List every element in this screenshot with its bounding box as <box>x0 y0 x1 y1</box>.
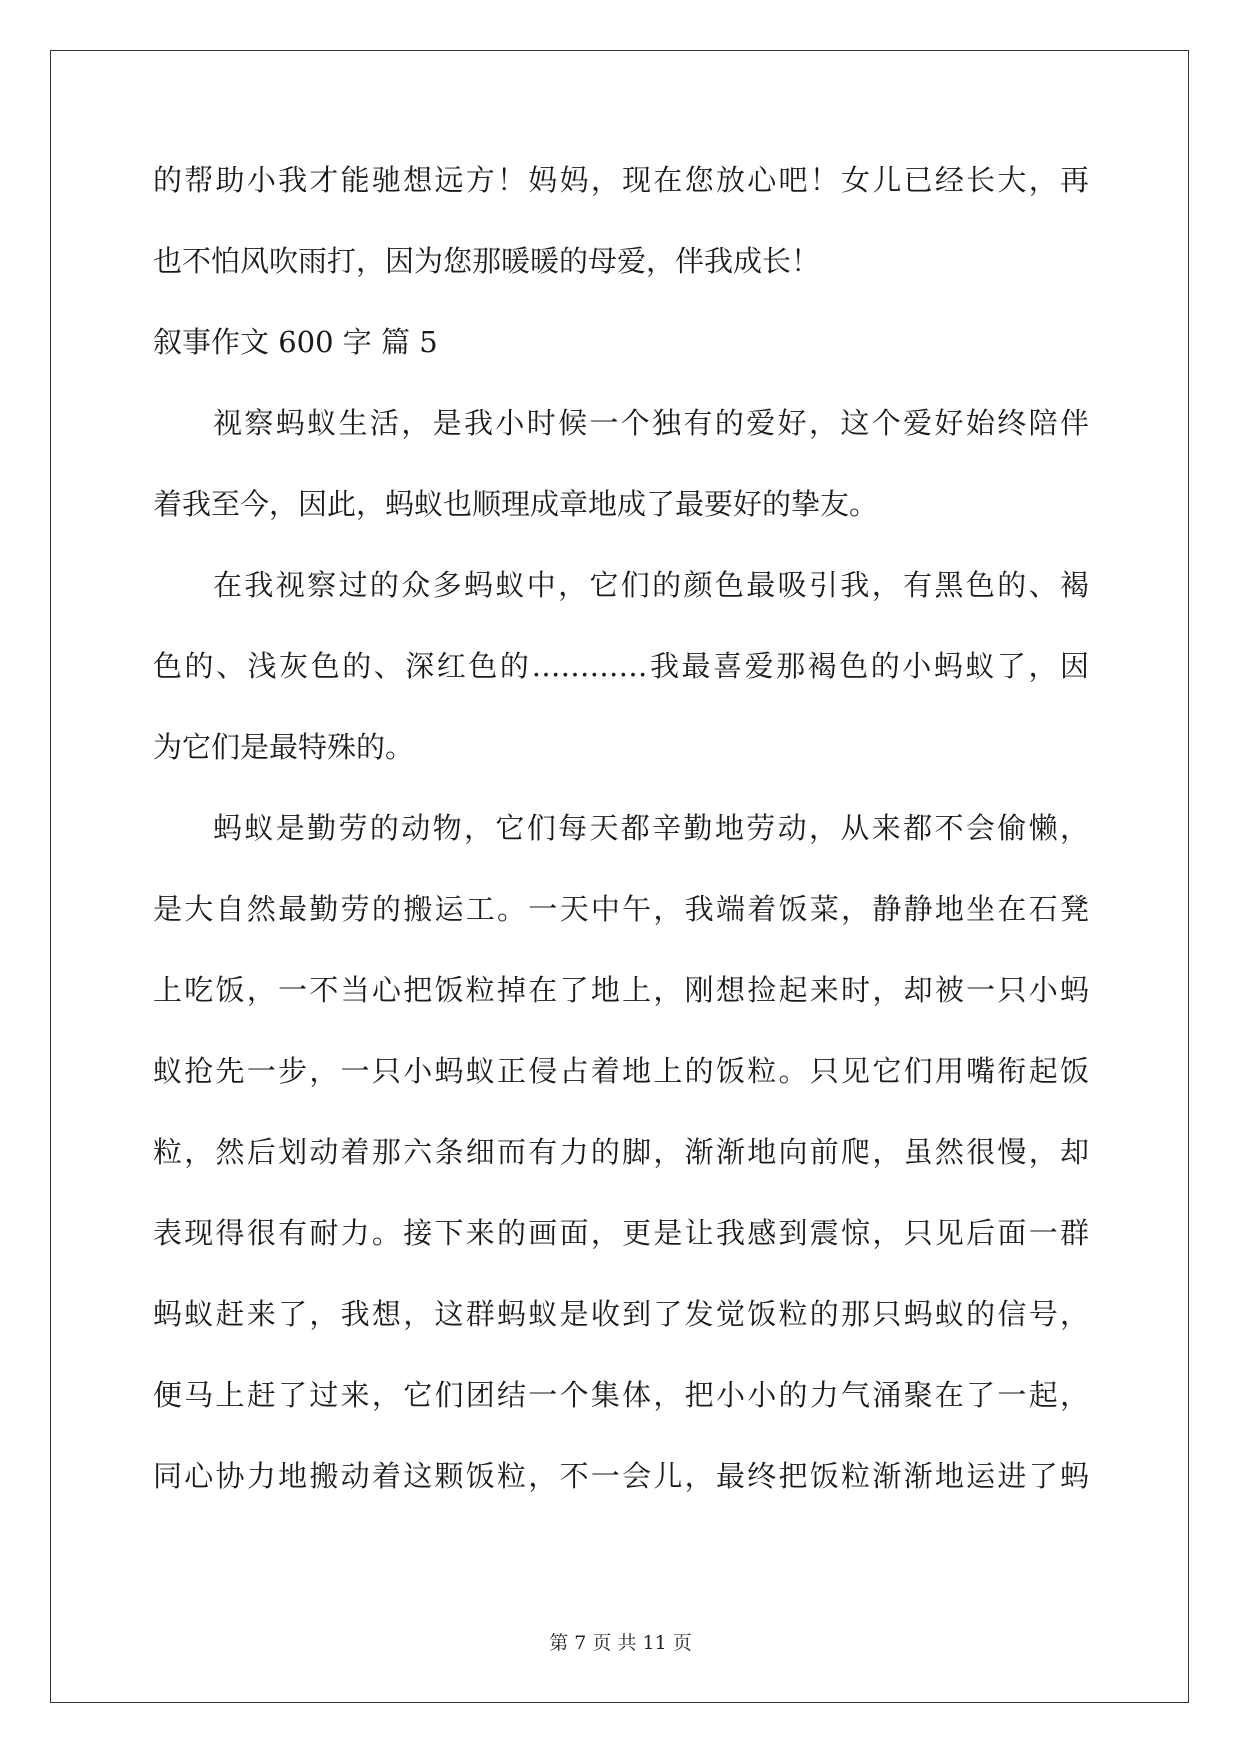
text-line: 为它们是最特殊的。 <box>153 730 415 764</box>
text-line: 着我至今，因此，蚂蚁也顺理成章地成了最要好的挚友。 <box>153 487 879 521</box>
text-line: 蚂蚁赶来了，我想，这群蚂蚁是收到了发觉饭粒的那只蚂蚁的信号， <box>153 1297 1089 1331</box>
text-line: 在我视察过的众多蚂蚁中，它们的颜色最吸引我，有黑色的、褐 <box>213 568 1089 602</box>
text-line: 是大自然最勤劳的搬运工。一天中午，我端着饭菜，静静地坐在石凳 <box>153 892 1089 926</box>
page-number-footer: 第 7 页 共 11 页 <box>549 1632 692 1654</box>
document-body <box>153 158 1089 1535</box>
text-line: 便马上赶了过来，它们团结一个集体，把小小的力气涌聚在了一起， <box>153 1378 1089 1412</box>
text-line: 蚁抢先一步，一只小蚂蚁正侵占着地上的饭粒。只见它们用嘴衔起饭 <box>153 1054 1089 1088</box>
text-line: 表现得很有耐力。接下来的画面，更是让我感到震惊，只见后面一群 <box>153 1216 1089 1250</box>
section-heading: 叙事作文 600 字 篇 5 <box>153 325 438 359</box>
text-line: 粒，然后划动着那六条细而有力的脚，渐渐地向前爬，虽然很慢，却 <box>153 1135 1089 1169</box>
text-line: 视察蚂蚁生活，是我小时候一个独有的爱好，这个爱好始终陪伴 <box>213 406 1089 440</box>
text-line: 色的、浅灰色的、深红色的…………我最喜爱那褐色的小蚂蚁了，因 <box>153 649 1089 683</box>
text-line: 也不怕风吹雨打，因为您那暖暖的母爱，伴我成长！ <box>153 244 821 278</box>
text-line: 蚂蚁是勤劳的动物，它们每天都辛勤地劳动，从来都不会偷懒， <box>213 811 1089 845</box>
text-line: 同心协力地搬动着这颗饭粒，不一会儿，最终把饭粒渐渐地运进了蚂 <box>153 1459 1089 1493</box>
text-line: 的帮助小我才能驰想远方！妈妈，现在您放心吧！女儿已经长大，再 <box>153 163 1089 197</box>
text-line: 上吃饭，一不当心把饭粒掉在了地上，刚想捡起来时，却被一只小蚂 <box>153 973 1089 1007</box>
